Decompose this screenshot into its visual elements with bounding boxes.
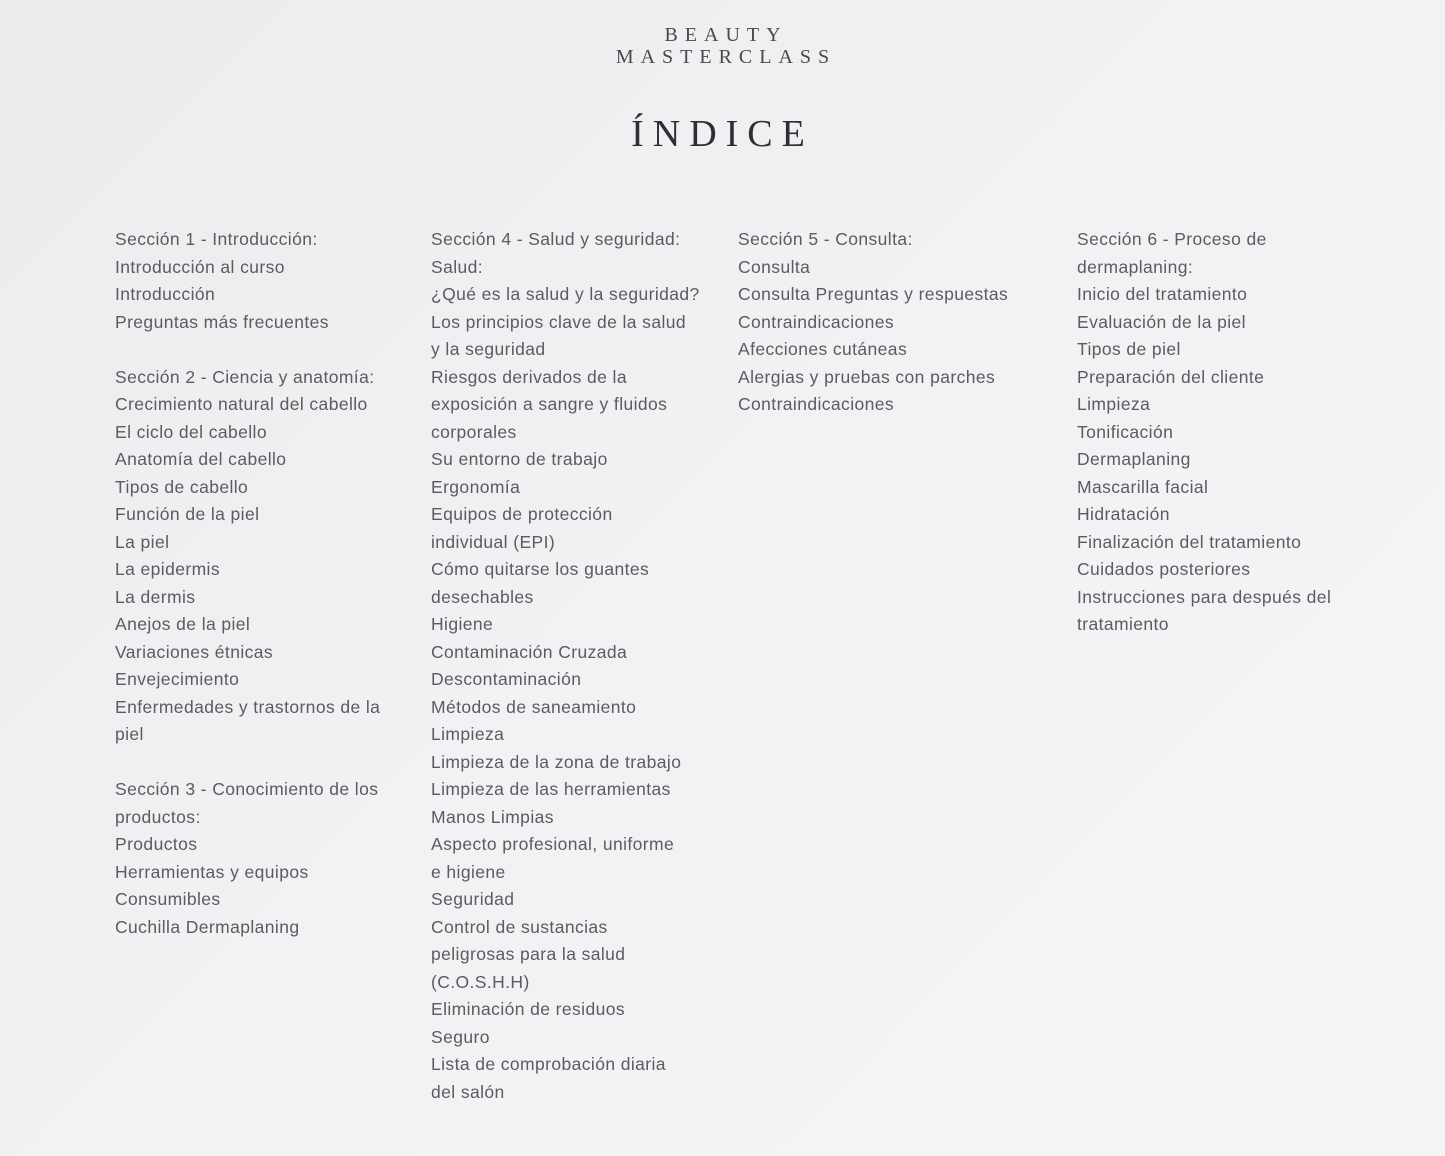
index-entry: Salud: — [431, 256, 484, 277]
index-entry: Hidratación — [1077, 504, 1170, 524]
index-entry: y la seguridad — [431, 339, 546, 359]
index-entry: Limpieza — [1077, 394, 1151, 414]
index-entry: Preparación del cliente — [1077, 366, 1265, 387]
index-entry: Eliminación de residuos — [431, 999, 626, 1019]
index-entry: La epidermis — [115, 559, 220, 579]
section-heading: Sección 3 - Conocimiento de los — [115, 779, 379, 799]
index-column-4 — [1077, 226, 1377, 639]
brand-line-2: MASTERCLASS — [615, 46, 837, 68]
index-entry: Equipos de protección — [431, 504, 613, 524]
index-entry: Descontaminación — [431, 669, 582, 689]
index-entry: Contraindicaciones — [738, 311, 895, 332]
index-entry: Control de sustancias — [431, 916, 608, 937]
section-heading: Sección 2 - Ciencia y anatomía: — [115, 366, 375, 387]
index-entry: Introducción — [115, 284, 216, 304]
index-column-3 — [738, 226, 1038, 419]
index-entry: del salón — [431, 1081, 505, 1102]
index-entry: Su entorno de trabajo — [431, 449, 608, 469]
brand-logo — [0, 24, 1445, 68]
index-entry: Limpieza — [431, 724, 505, 744]
index-entry: Consulta Preguntas y respuestas — [738, 284, 1009, 304]
index-entry: Finalización del tratamiento — [1077, 531, 1302, 552]
index-entry: Cuchilla Dermaplaning — [115, 916, 300, 937]
index-entry: Seguro — [431, 1026, 490, 1047]
index-entry: peligrosas para la salud — [431, 944, 626, 964]
index-entry: Métodos de saneamiento — [431, 696, 637, 717]
index-entry: exposición a sangre y fluidos — [431, 394, 668, 414]
index-entry: Manos Limpias — [431, 806, 554, 827]
index-entry: ¿Qué es la salud y la seguridad? — [431, 284, 700, 304]
index-entry: Aspecto profesional, uniforme — [431, 834, 675, 854]
section-spacer — [115, 336, 405, 364]
index-entry: Evaluación de la piel — [1077, 311, 1246, 332]
index-entry: Anejos de la piel — [115, 614, 251, 634]
index-entry: Limpieza de las herramientas — [431, 779, 671, 799]
index-entry: dermaplaning: — [1077, 256, 1194, 277]
index-entry: Tonificación — [1077, 421, 1174, 442]
index-entry: Contraindicaciones — [738, 394, 895, 414]
index-entry: Función de la piel — [115, 504, 260, 524]
index-entry: Alergias y pruebas con parches — [738, 366, 996, 387]
index-entry: La piel — [115, 531, 170, 552]
section-spacer — [115, 749, 405, 777]
index-entry: El ciclo del cabello — [115, 421, 267, 442]
index-entry: Tipos de cabello — [115, 476, 249, 497]
section-heading: Sección 6 - Proceso de — [1077, 229, 1267, 249]
index-entry: Mascarilla facial — [1077, 476, 1209, 497]
index-entry: Lista de comprobación diaria — [431, 1054, 666, 1074]
index-entry: corporales — [431, 421, 517, 442]
index-entry: individual (EPI) — [431, 531, 556, 552]
index-entry: productos: — [115, 806, 201, 827]
index-entry: tratamiento — [1077, 614, 1169, 634]
index-entry: Contaminación Cruzada — [431, 641, 628, 662]
index-column-1 — [115, 226, 405, 941]
index-entry: Anatomía del cabello — [115, 449, 287, 469]
index-entry: Consumibles — [115, 889, 221, 909]
index-entry: La dermis — [115, 586, 196, 607]
index-entry: Cuidados posteriores — [1077, 559, 1251, 579]
section-heading: Sección 4 - Salud y seguridad: — [431, 229, 681, 249]
index-entry: Los principios clave de la salud — [431, 311, 687, 332]
index-entry: Dermaplaning — [1077, 449, 1191, 469]
index-entry: Consulta — [738, 256, 811, 277]
index-entry: Limpieza de la zona de trabajo — [431, 751, 682, 772]
index-entry: Ergonomía — [431, 476, 521, 497]
index-entry: piel — [115, 724, 144, 744]
index-entry: desechables — [431, 586, 534, 607]
index-entry: Cómo quitarse los guantes — [431, 559, 650, 579]
index-entry: Variaciones étnicas — [115, 641, 274, 662]
index-entry: Tipos de piel — [1077, 339, 1181, 359]
index-entry: Enfermedades y trastornos de la — [115, 696, 381, 717]
section-heading: Sección 5 - Consulta: — [738, 229, 913, 249]
section-heading: Sección 1 - Introducción: — [115, 229, 318, 249]
index-entry: Riesgos derivados de la — [431, 366, 627, 387]
index-entry: Higiene — [431, 614, 494, 634]
index-entry: (C.O.S.H.H) — [431, 971, 530, 992]
page-title: ÍNDICE — [631, 113, 814, 155]
index-entry: Envejecimiento — [115, 669, 240, 689]
index-entry: Herramientas y equipos — [115, 861, 309, 882]
brand-line-1: BEAUTY — [664, 24, 788, 46]
index-entry: Introducción al curso — [115, 256, 285, 277]
index-entry: Crecimiento natural del cabello — [115, 394, 368, 414]
index-entry: Productos — [115, 834, 198, 854]
index-entry: Instrucciones para después del — [1077, 586, 1332, 607]
index-entry: Inicio del tratamiento — [1077, 284, 1248, 304]
index-entry: Preguntas más frecuentes — [115, 311, 329, 332]
index-entry: Afecciones cutáneas — [738, 339, 908, 359]
index-entry: e higiene — [431, 861, 506, 882]
index-column-2 — [431, 226, 721, 1106]
index-entry: Seguridad — [431, 889, 515, 909]
